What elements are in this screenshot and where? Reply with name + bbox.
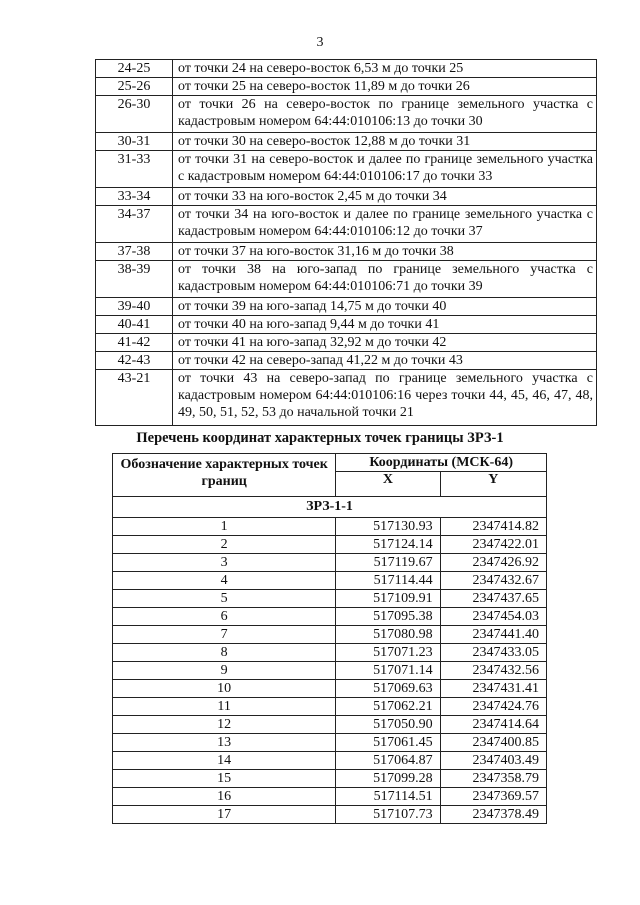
coordinate-x: 517130.93 xyxy=(336,518,440,536)
coordinate-row xyxy=(113,590,547,608)
coordinate-x: 517062.21 xyxy=(336,698,440,716)
coordinate-y: 2347454.03 xyxy=(440,608,546,626)
coordinate-x: 517071.14 xyxy=(336,662,440,680)
segment-description: от точки 30 на северо-восток 12,88 м до точки 31 xyxy=(173,133,597,151)
segment-row xyxy=(96,334,597,352)
point-number: 3 xyxy=(113,554,336,572)
point-number: 15 xyxy=(113,770,336,788)
header-x: X xyxy=(336,472,440,497)
segment-row xyxy=(96,96,597,133)
segment-row xyxy=(96,60,597,78)
coordinate-row xyxy=(113,518,547,536)
coordinates-table xyxy=(112,453,547,824)
coordinate-y: 2347432.67 xyxy=(440,572,546,590)
header-label: Обозначение характерных точек границ xyxy=(113,454,336,497)
coordinate-y: 2347424.76 xyxy=(440,698,546,716)
coordinate-row xyxy=(113,698,547,716)
coordinate-y: 2347369.57 xyxy=(440,788,546,806)
segment-row xyxy=(96,243,597,261)
coordinate-y: 2347426.92 xyxy=(440,554,546,572)
segment-description: от точки 43 на северо-запад по границе земельного участка с кадастровым номером 64:44:010106:16 через точки 44, 45, 46, 47, 48, 49, 50, 51, 52, 53 до начальной точки 21 xyxy=(173,370,597,426)
point-number: 16 xyxy=(113,788,336,806)
segment-code: 39-40 xyxy=(96,298,173,316)
coordinate-y: 2347400.85 xyxy=(440,734,546,752)
coordinate-row xyxy=(113,680,547,698)
coordinate-x: 517050.90 xyxy=(336,716,440,734)
segment-code: 42-43 xyxy=(96,352,173,370)
coordinate-x: 517069.63 xyxy=(336,680,440,698)
coordinate-row xyxy=(113,734,547,752)
coordinate-x: 517061.45 xyxy=(336,734,440,752)
point-number: 13 xyxy=(113,734,336,752)
segment-row xyxy=(96,133,597,151)
coordinate-row xyxy=(113,770,547,788)
coordinate-row xyxy=(113,554,547,572)
point-number: 4 xyxy=(113,572,336,590)
segment-code: 26-30 xyxy=(96,96,173,133)
segment-code: 43-21 xyxy=(96,370,173,426)
segment-code: 33-34 xyxy=(96,188,173,206)
segment-description: от точки 26 на северо-восток по границе земельного участка с кадастровым номером 64:44:010106:13 до точки 30 xyxy=(173,96,597,133)
segment-code: 24-25 xyxy=(96,60,173,78)
segment-row xyxy=(96,370,597,426)
coordinate-row xyxy=(113,806,547,824)
coordinates-title: Перечень координат характерных точек границы ЗРЗ-1 xyxy=(136,430,504,446)
segment-code: 34-37 xyxy=(96,206,173,243)
point-number: 14 xyxy=(113,752,336,770)
coordinate-x: 517107.73 xyxy=(336,806,440,824)
coordinate-x: 517114.44 xyxy=(336,572,440,590)
coordinate-y: 2347358.79 xyxy=(440,770,546,788)
segment-description: от точки 31 на северо-восток и далее по границе земельного участка с кадастровым номером 64:44:010106:17 до точки 33 xyxy=(173,151,597,188)
segment-code: 31-33 xyxy=(96,151,173,188)
coordinate-row xyxy=(113,788,547,806)
coordinate-x: 517109.91 xyxy=(336,590,440,608)
segment-row xyxy=(96,298,597,316)
segment-description: от точки 42 на северо-запад 41,22 м до точки 43 xyxy=(173,352,597,370)
coordinate-y: 2347431.41 xyxy=(440,680,546,698)
coordinate-x: 517071.23 xyxy=(336,644,440,662)
header-coordinates: Координаты (МСК-64) xyxy=(336,454,547,472)
section-heading: ЗРЗ-1-1 xyxy=(113,497,547,518)
coordinate-y: 2347437.65 xyxy=(440,590,546,608)
coordinate-row xyxy=(113,752,547,770)
point-number: 1 xyxy=(113,518,336,536)
point-number: 12 xyxy=(113,716,336,734)
segment-description: от точки 37 на юго-восток 31,16 м до точки 38 xyxy=(173,243,597,261)
coordinate-x: 517099.28 xyxy=(336,770,440,788)
coordinate-row xyxy=(113,536,547,554)
point-number: 6 xyxy=(113,608,336,626)
segment-description: от точки 40 на юго-запад 9,44 м до точки 41 xyxy=(173,316,597,334)
segment-row xyxy=(96,261,597,298)
point-number: 11 xyxy=(113,698,336,716)
segment-code: 25-26 xyxy=(96,78,173,96)
header-y: Y xyxy=(440,472,546,497)
segment-row xyxy=(96,188,597,206)
coordinate-row xyxy=(113,608,547,626)
point-number: 2 xyxy=(113,536,336,554)
segment-description: от точки 39 на юго-запад 14,75 м до точки 40 xyxy=(173,298,597,316)
segment-code: 30-31 xyxy=(96,133,173,151)
point-number: 9 xyxy=(113,662,336,680)
coordinate-row xyxy=(113,572,547,590)
segment-description: от точки 41 на юго-запад 32,92 м до точки 42 xyxy=(173,334,597,352)
segment-row xyxy=(96,78,597,96)
coordinate-row xyxy=(113,644,547,662)
segment-code: 38-39 xyxy=(96,261,173,298)
segment-description: от точки 25 на северо-восток 11,89 м до точки 26 xyxy=(173,78,597,96)
coordinate-y: 2347414.82 xyxy=(440,518,546,536)
coordinate-x: 517095.38 xyxy=(336,608,440,626)
point-number: 17 xyxy=(113,806,336,824)
segment-row xyxy=(96,151,597,188)
segment-row xyxy=(96,352,597,370)
coordinate-x: 517114.51 xyxy=(336,788,440,806)
coordinate-y: 2347422.01 xyxy=(440,536,546,554)
segment-description: от точки 24 на северо-восток 6,53 м до точки 25 xyxy=(173,60,597,78)
coordinate-x: 517080.98 xyxy=(336,626,440,644)
point-number: 8 xyxy=(113,644,336,662)
segments-table xyxy=(95,59,597,426)
coordinate-y: 2347432.56 xyxy=(440,662,546,680)
segment-code: 40-41 xyxy=(96,316,173,334)
coordinate-y: 2347414.64 xyxy=(440,716,546,734)
coordinate-y: 2347441.40 xyxy=(440,626,546,644)
coordinate-x: 517124.14 xyxy=(336,536,440,554)
coordinate-x: 517064.87 xyxy=(336,752,440,770)
page-number: 3 xyxy=(316,35,324,50)
point-number: 10 xyxy=(113,680,336,698)
segment-row xyxy=(96,316,597,334)
point-number: 7 xyxy=(113,626,336,644)
coordinate-row xyxy=(113,716,547,734)
coordinate-row xyxy=(113,626,547,644)
coordinate-y: 2347403.49 xyxy=(440,752,546,770)
segment-description: от точки 38 на юго-запад по границе земельного участка с кадастровым номером 64:44:010106:71 до точки 39 xyxy=(173,261,597,298)
segment-row xyxy=(96,206,597,243)
point-number: 5 xyxy=(113,590,336,608)
coordinate-y: 2347378.49 xyxy=(440,806,546,824)
coordinate-row xyxy=(113,662,547,680)
coordinate-y: 2347433.05 xyxy=(440,644,546,662)
segment-code: 37-38 xyxy=(96,243,173,261)
segment-description: от точки 33 на юго-восток 2,45 м до точки 34 xyxy=(173,188,597,206)
coordinate-x: 517119.67 xyxy=(336,554,440,572)
segment-description: от точки 34 на юго-восток и далее по границе земельного участка с кадастровым номером 64:44:010106:12 до точки 37 xyxy=(173,206,597,243)
segment-code: 41-42 xyxy=(96,334,173,352)
